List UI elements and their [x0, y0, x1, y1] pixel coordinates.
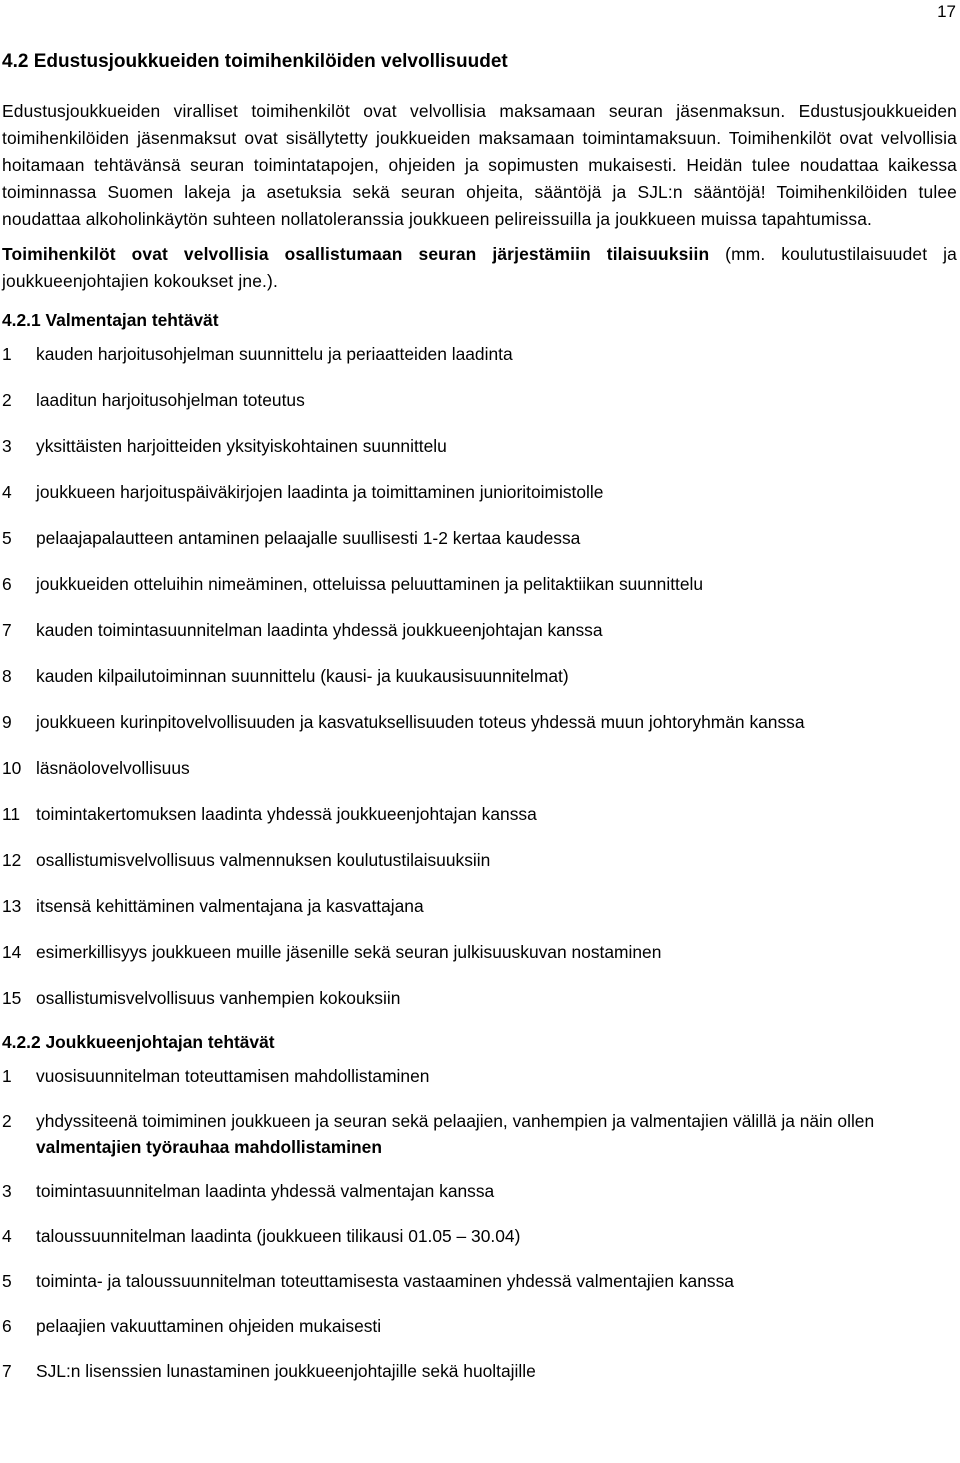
item-text: läsnäolovelvollisuus	[36, 758, 190, 778]
item-number: 1	[2, 344, 12, 364]
document-body	[2, 48, 957, 1403]
item-number: 15	[2, 988, 22, 1008]
item-text: taloussuunnitelman laadinta (joukkueen tilikausi 01.05 – 30.04)	[36, 1226, 521, 1246]
item-text-bold: valmentajien työrauhaa mahdollistaminen	[36, 1137, 382, 1157]
list-item	[2, 479, 957, 505]
item-number: 5	[2, 528, 12, 548]
item-text: kauden harjoitusohjelman suunnittelu ja periaatteiden laadinta	[36, 344, 513, 364]
item-number: 2	[2, 390, 12, 410]
section-heading: 4.2 Edustusjoukkueiden toimihenkilöiden velvollisuudet	[2, 51, 508, 72]
list-item	[2, 663, 957, 689]
list-item	[2, 1358, 957, 1384]
item-number: 4	[2, 482, 12, 502]
item-text: toiminta- ja taloussuunnitelman toteuttamisesta vastaaminen yhdessä valmentajien kanssa	[36, 1271, 734, 1291]
item-number: 6	[2, 1316, 12, 1336]
item-text-regular: yhdyssiteenä toimiminen joukkueen ja seuran sekä pelaajien, vanhempien ja valmentajien välillä ja näin ollen	[36, 1111, 875, 1131]
list-item	[2, 1063, 957, 1089]
item-number: 7	[2, 620, 12, 640]
list-item	[2, 847, 957, 873]
manager-duties-heading: 4.2.2 Joukkueenjohtajan tehtävät	[2, 1032, 275, 1052]
item-number: 4	[2, 1226, 12, 1246]
coach-duties-list	[2, 341, 957, 1011]
item-number: 7	[2, 1361, 12, 1381]
item-number: 3	[2, 1181, 12, 1201]
page-number: 17	[937, 2, 956, 21]
manager-duties-list	[2, 1063, 957, 1384]
item-text: laaditun harjoitusohjelman toteutus	[36, 390, 305, 410]
list-item	[2, 341, 957, 367]
item-text: osallistumisvelvollisuus valmennuksen koulutustilaisuuksiin	[36, 850, 491, 870]
list-item	[2, 801, 957, 827]
list-item	[2, 755, 957, 781]
item-number: 8	[2, 666, 12, 686]
item-number: 10	[2, 758, 22, 778]
item-number: 3	[2, 436, 12, 456]
list-item	[2, 433, 957, 459]
item-text: yksittäisten harjoitteiden yksityiskohtainen suunnittelu	[36, 436, 447, 456]
list-item	[2, 893, 957, 919]
item-number: 12	[2, 850, 22, 870]
list-item	[2, 1178, 957, 1204]
list-item	[2, 1313, 957, 1339]
list-item	[2, 1268, 957, 1294]
item-text: joukkueiden otteluihin nimeäminen, otteluissa peluuttaminen ja pelitaktiikan suunnittelu	[36, 574, 704, 594]
item-text: itsensä kehittäminen valmentajana ja kasvattajana	[36, 896, 424, 916]
item-number: 5	[2, 1271, 12, 1291]
item-text: pelaajapalautteen antaminen pelaajalle suullisesti 1-2 kertaa kaudessa	[36, 528, 581, 548]
item-text: esimerkillisyys joukkueen muille jäsenille sekä seuran julkisuuskuvan nostaminen	[36, 942, 662, 962]
intro-paragraph: Edustusjoukkueiden viralliset toimihenkilöt ovat velvollisia maksamaan seuran jäsenmaksun. Edustusjoukkueiden toimihenkilöiden jäsenmaksut ovat sisällytetty joukkueiden maksamaan toimintamaksuun. Toimihenkilöt ovat velvollisia hoitamaan tehtävänsä seuran toimintatapojen, ohjeiden ja sopimusten mukaisesti. Heidän tulee noudattaa kaikessa toiminnassa Suomen lakeja ja asetuksia sekä seuran ohjeita, sääntöjä ja SJL:n sääntöjä! Toimihenkilöiden tulee noudattaa alkoholinkäytön suhteen nollatoleranssia joukkueen pelireissuilla ja joukkueen muissa tapahtumissa.	[2, 101, 957, 229]
list-item	[2, 939, 957, 965]
list-item	[2, 525, 957, 551]
item-text: SJL:n lisenssien lunastaminen joukkueenjohtajille sekä huoltajille	[36, 1361, 536, 1381]
list-item	[2, 985, 957, 1011]
item-text: kauden kilpailutoiminnan suunnittelu (kausi- ja kuukausisuunnitelmat)	[36, 666, 569, 686]
coach-duties-heading: 4.2.1 Valmentajan tehtävät	[2, 310, 219, 330]
item-number: 14	[2, 942, 22, 962]
item-text: toimintasuunnitelman laadinta yhdessä valmentajan kanssa	[36, 1181, 495, 1201]
item-text: toimintakertomuksen laadinta yhdessä joukkueenjohtajan kanssa	[36, 804, 537, 824]
obligation-paragraph	[2, 241, 957, 295]
item-number: 2	[2, 1111, 12, 1131]
list-item	[2, 387, 957, 413]
obligation-bold-text: Toimihenkilöt ovat velvollisia osallistumaan seuran järjestämiin tilaisuuksiin	[2, 244, 710, 264]
obligation-rest-text: (mm. koulutustilaisuudet ja joukkueenjohtajien kokoukset jne.).	[2, 244, 957, 291]
item-text: osallistumisvelvollisuus vanhempien kokouksiin	[36, 988, 401, 1008]
item-text: joukkueen harjoituspäiväkirjojen laadinta ja toimittaminen junioritoimistolle	[36, 482, 604, 502]
item-text: kauden toimintasuunnitelman laadinta yhdessä joukkueenjohtajan kanssa	[36, 620, 603, 640]
list-item	[2, 571, 957, 597]
item-text	[36, 1108, 957, 1160]
item-number: 6	[2, 574, 12, 594]
item-number: 1	[2, 1066, 12, 1086]
list-item	[2, 709, 957, 735]
list-item	[2, 1108, 957, 1160]
item-text: vuosisuunnitelman toteuttamisen mahdollistaminen	[36, 1066, 430, 1086]
item-number: 11	[2, 804, 21, 824]
item-number: 13	[2, 896, 22, 916]
item-number: 9	[2, 712, 12, 732]
list-item	[2, 617, 957, 643]
item-text: pelaajien vakuuttaminen ohjeiden mukaisesti	[36, 1316, 382, 1336]
item-text: joukkueen kurinpitovelvollisuuden ja kasvatuksellisuuden toteus yhdessä muun johtoryhmän kanssa	[36, 712, 805, 732]
list-item	[2, 1223, 957, 1249]
